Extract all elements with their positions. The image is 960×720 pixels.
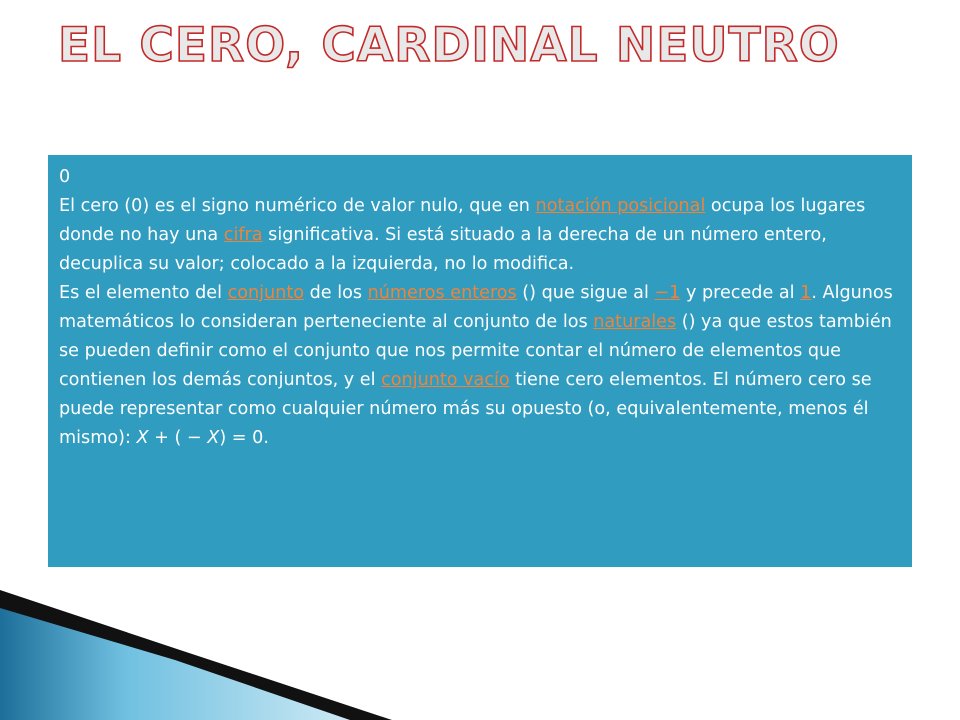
paragraph-2: [59, 279, 902, 453]
p1-text-1: El cero (0) es el signo numérico de valor nulo, que en: [59, 196, 536, 216]
link-numeros-enteros[interactable]: números enteros: [367, 283, 517, 303]
content-box: [48, 155, 912, 567]
link-naturales[interactable]: naturales: [593, 312, 677, 332]
link-menos-uno[interactable]: −1: [654, 283, 681, 303]
paragraph-1: [59, 192, 902, 279]
p1-text-2: ocupa los lugares donde no hay una: [59, 196, 866, 245]
content-heading: 0: [59, 167, 71, 187]
decorative-swoosh: [0, 580, 400, 720]
p2-text-2: de los: [304, 283, 368, 303]
p2-text-1: Es el elemento del: [59, 283, 228, 303]
link-uno[interactable]: 1: [800, 283, 812, 303]
slide-title: EL CERO, CARDINAL NEUTRO: [58, 18, 840, 73]
math-variable-x: X: [136, 428, 149, 448]
p2-text-8: + ( −: [148, 428, 208, 448]
p2-text-4: y precede al: [680, 283, 801, 303]
math-variable-x: X: [207, 428, 220, 448]
link-notacion-posicional[interactable]: notación posicional: [535, 196, 706, 216]
p2-text-6: () ya que estos también se pueden definir como el conjunto que nos permite contar el número de elementos que contienen los demás conjuntos, y el: [59, 312, 892, 390]
p2-text-9: ) = 0.: [219, 428, 269, 448]
p2-text-3: () que sigue al: [516, 283, 655, 303]
p2-text-7: tiene cero elementos. El número cero se puede representar como cualquier número más su opuesto (o, equivalentemente, menos él mismo):: [59, 370, 872, 448]
link-conjunto[interactable]: conjunto: [227, 283, 305, 303]
p2-text-5: . Algunos matemáticos lo consideran perteneciente al conjunto de los: [59, 283, 893, 332]
link-cifra[interactable]: cifra: [223, 225, 263, 245]
link-conjunto-vacio[interactable]: conjunto vacío: [381, 370, 510, 390]
p1-text-3: significativa. Si está situado a la derecha de un número entero, decuplica su valor; colocado a la izquierda, no lo modifica.: [59, 225, 827, 274]
